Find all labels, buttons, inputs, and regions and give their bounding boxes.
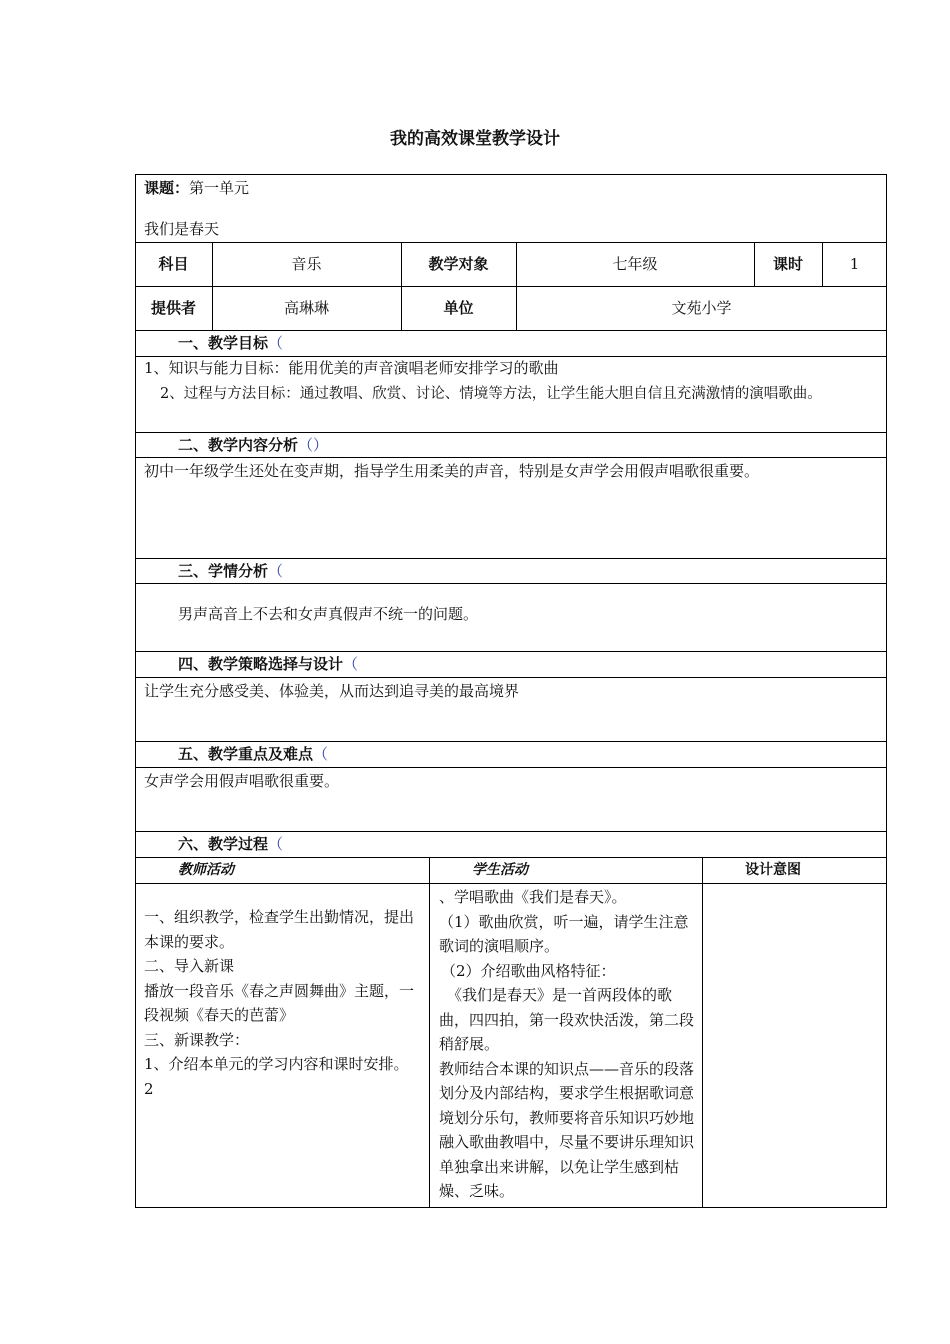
goals-line-1: 1、知识与能力目标：能用优美的声音演唱老师安排学习的歌曲 xyxy=(144,359,559,377)
focus-text: 女声学会用假声唱歌很重要。 xyxy=(144,772,340,790)
content-text: 初中一年级学生还处在变声期，指导学生用柔美的声音，特别是女声学会用假声唱歌很重要。 xyxy=(144,462,760,480)
student-line: 教师结合本课的知识点——音乐的段落划分及内部结构，要求学生根据歌词意境划分乐句，教师要将音乐知识巧妙地融入歌曲教唱中，尽量不要讲乐理知识单独拿出来讲解，以免让学生感到枯燥、乏味。 xyxy=(439,1059,695,1200)
process-heading: 六、教学过程（ xyxy=(178,835,284,853)
teacher-activity xyxy=(144,905,424,1101)
hours-value: 1 xyxy=(849,255,860,273)
teacher-line: 1、介绍本单元的学习内容和课时安排。 xyxy=(144,1055,409,1073)
audience-label: 教学对象 xyxy=(428,255,489,273)
goals-line-2: 2、过程与方法目标：通过教唱、欣赏、讨论、情境等方法，让学生能大胆自信且充满激情的演唱歌曲。 xyxy=(160,386,822,402)
focus-heading: 五、教学重点及难点（ xyxy=(178,745,329,763)
strategy-text: 让学生充分感受美、体验美，从而达到追寻美的最高境界 xyxy=(144,682,520,700)
provider-label: 提供者 xyxy=(150,299,196,317)
column-intent: 设计意图 xyxy=(745,862,801,878)
teacher-line: 二、导入新课 xyxy=(144,957,235,975)
hours-label: 课时 xyxy=(772,255,803,273)
students-heading: 三、学情分析（ xyxy=(178,562,284,580)
subject-label: 科目 xyxy=(158,255,189,273)
teacher-line: 一、组织教学，检查学生出勤情况，提出本课的要求。 xyxy=(144,908,415,951)
student-line: （2）介绍歌曲风格特征： xyxy=(441,961,616,980)
student-line: 《我们是春天》是一首两段体的歌曲，四四拍，第一段欢快活泼，第二段稍舒展。 xyxy=(439,986,695,1053)
page-title: 我的高效课堂教学设计 xyxy=(390,129,560,149)
student-activity xyxy=(439,885,697,1204)
topic-line xyxy=(144,178,249,198)
content-heading: 二、教学内容分析（） xyxy=(178,436,329,454)
goals-heading: 一、教学目标（ xyxy=(178,334,284,352)
topic-subtitle: 我们是春天 xyxy=(144,220,220,238)
student-line: （1）歌曲欣赏，听一遍，请学生注意歌词的演唱顺序。 xyxy=(439,912,689,955)
column-student: 学生活动 xyxy=(472,862,528,878)
subject-value: 音乐 xyxy=(291,255,322,273)
provider-value: 高琳琳 xyxy=(283,299,329,317)
student-line: 、学唱歌曲《我们是春天》。 xyxy=(439,888,627,906)
unit-value: 文苑小学 xyxy=(671,299,732,317)
audience-value: 七年级 xyxy=(612,255,658,273)
teacher-line: 三、新课教学： xyxy=(144,1030,250,1049)
teacher-line: 播放一段音乐《春之声圆舞曲》主题，一段视频《春天的芭蕾》 xyxy=(144,981,415,1024)
unit-label: 单位 xyxy=(443,299,474,317)
students-text: 男声高音上不去和女声真假声不统一的问题。 xyxy=(178,605,479,623)
strategy-heading: 四、教学策略选择与设计（ xyxy=(178,655,359,673)
column-teacher: 教师活动 xyxy=(178,862,234,878)
topic-label: 课题： xyxy=(144,179,190,197)
teacher-line: 2 xyxy=(144,1079,154,1098)
topic-value: 第一单元 xyxy=(189,179,250,197)
